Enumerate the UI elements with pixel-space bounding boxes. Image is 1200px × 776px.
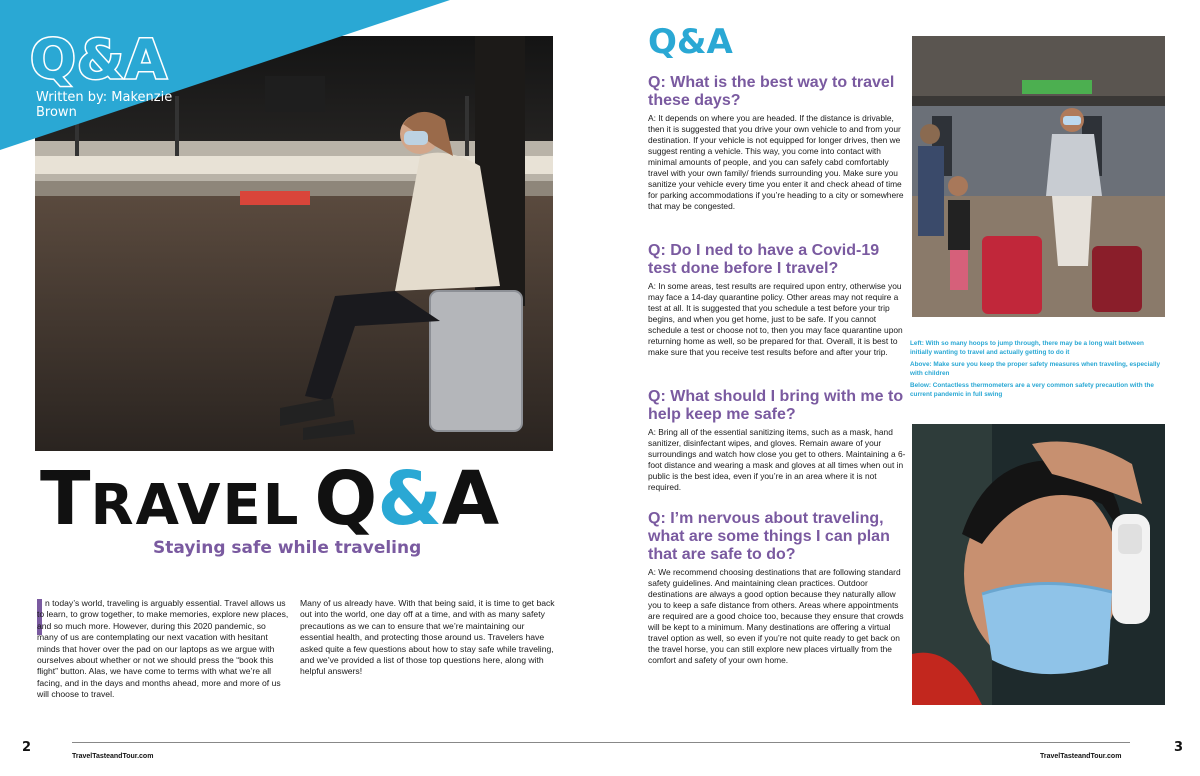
caption-below: Below: Contactless thermometers are a very common safety precaution with the current pandemic in full swing bbox=[910, 382, 1154, 398]
intro-column-1 bbox=[37, 598, 289, 701]
page-number: 2 bbox=[22, 740, 32, 755]
footer-rule bbox=[600, 742, 1130, 743]
footer-rule bbox=[72, 742, 600, 743]
family-airport-photo bbox=[912, 36, 1165, 317]
thermometer-photo bbox=[912, 424, 1165, 705]
article-title bbox=[40, 456, 500, 542]
article-subtitle: Staying safe while traveling bbox=[153, 538, 422, 558]
caption-above: Above: Make sure you keep the proper safety measures when traveling, especially with children bbox=[910, 361, 1161, 377]
photo-captions bbox=[910, 340, 1166, 403]
title-rest: RAVEL bbox=[90, 473, 301, 538]
intro-column-2: Many of us already have. With that being said, it is time to get back out into the world, one day off at a time, and with as many safety precautions as we can to ensure that we’re maintaining our essential health, and protecting those around us. Travelers have asked quite a few questions about how to stay safe while traveling, and we’ve provided a list of those top questions here, along with helpful answers! bbox=[300, 598, 555, 677]
title-ampersand: & bbox=[377, 456, 442, 542]
footer-site: TravelTasteandTour.com bbox=[1040, 753, 1122, 760]
byline: Written by: Makenzie Brown bbox=[36, 90, 173, 120]
question: Q: What should I bring with me to help keep me safe? bbox=[648, 388, 904, 423]
qa-item-2 bbox=[648, 242, 910, 358]
qa-item-3 bbox=[648, 388, 910, 493]
answer: A: It depends on where you are headed. If the distance is drivable, then it is suggested that you drive your own vehicle to and from your destination. If your vehicle is not equipped for longer drives, then we suggest renting a vehicle. This way, you come into contact with minimal amounts of people, and you can safely cabd comfortably travel with your own family/ friends surrounding you. Make sure you sanitize your vehicle every time you enter it and check ahead of time for parking accommodations if you’re heading to a city or somewhere that may be congested. bbox=[648, 113, 904, 211]
answer: A: We recommend choosing destinations that are following standard safety guidelines. And maintaining clean practices. Outdoor destinations are always a good option because they naturally allow you to keep a safe distance from others. Areas where appointments are required are a good choice too, because they ensure that crowds will be kept to a minimum. Many destinations are offering a virtual travel option as well, so even if you’re not quite ready to get back on the travel horse, you can still explore new places virtually from the comfort and safety of your own home. bbox=[648, 567, 904, 665]
qa-item-4 bbox=[648, 510, 910, 666]
caption-left: Left: With so many hoops to jump through, there may be a long wait between initially wanting to travel and actually getting to do it bbox=[910, 340, 1144, 356]
question: Q: What is the best way to travel these days? bbox=[648, 74, 895, 109]
qa-item-1 bbox=[648, 74, 910, 212]
intro-text-1: n today’s world, traveling is arguably essential. Travel allows us to learn, to grow together, to make memories, explore new places, and so much more. However, during this 2020 pandemic, so many of us are contemplating our next vacation with hesitant minds that hover over the pad on our laptops as we argue with ourselves about whether or not we should press the “book this flight” button. Alas, we have come to terms with what we’re all facing, and in the days and months ahead, more and more of us will choose to travel. bbox=[37, 598, 289, 700]
title-first-letter: T bbox=[40, 456, 91, 542]
question: Q: I’m nervous about traveling, what are some things I can plan that are safe to do? bbox=[648, 510, 890, 563]
qa-badge: Q&A bbox=[30, 28, 168, 91]
answer: A: In some areas, test results are required upon entry, otherwise you may face a 14-day quarantine policy. Other areas may not require a test at all. It is suggested that you schedule a test before your trip begins, and when you get home, just to be safe. If you cannot schedule a test or choose not to, then you may face quarantine upon returning home as well, so be prepared for that. Overall, it is best to make sure that you receive test results before and after your trip. bbox=[648, 281, 903, 357]
question: Q: Do I ned to have a Covid-19 test done before I travel? bbox=[648, 242, 880, 277]
right-page bbox=[600, 0, 1200, 776]
title-a: A bbox=[441, 456, 500, 542]
answer: A: Bring all of the essential sanitizing items, such as a mask, hand sanitizer, disinfectant wipes, and gloves. Remain aware of your surroundings and watch how close you get to others. Maintaining a 6-foot distance and wearing a mask and gloves at all times when out in public is the best idea, even if you’re in an area where it is not required. bbox=[648, 427, 906, 492]
qa-heading: Q&A bbox=[648, 22, 733, 62]
footer-site: TravelTasteandTour.com bbox=[72, 753, 154, 760]
title-q: Q bbox=[314, 456, 378, 542]
page-number: 3 bbox=[1174, 740, 1184, 755]
